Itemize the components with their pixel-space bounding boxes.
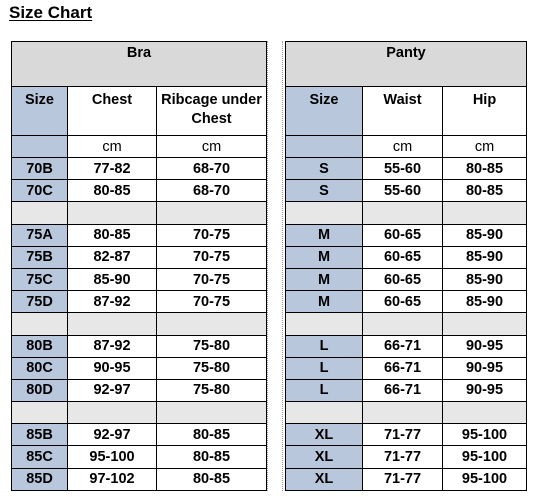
panty-unit-hip: cm [443, 136, 527, 158]
panty-cell-waist: 60-65 [363, 224, 443, 246]
bra-cell-ribcage [157, 402, 267, 424]
panty-header-waist: Waist [363, 87, 443, 136]
bra-unit-row [12, 136, 267, 158]
bra-cell-size [12, 202, 68, 224]
panty-table-row [286, 268, 527, 290]
panty-table [285, 41, 527, 491]
panty-spacer-row [286, 313, 527, 335]
bra-cell-ribcage: 75-80 [157, 357, 267, 379]
panty-cell-waist: 71-77 [363, 468, 443, 490]
bra-cell-size: 85C [12, 446, 68, 468]
bra-cell-ribcage: 70-75 [157, 224, 267, 246]
panty-cell-waist: 71-77 [363, 424, 443, 446]
panty-header-size: Size [286, 87, 363, 136]
bra-table-row [12, 291, 267, 313]
bra-cell-chest: 87-92 [68, 335, 157, 357]
panty-table-row [286, 335, 527, 357]
panty-cell-waist: 60-65 [363, 246, 443, 268]
panty-cell-hip: 80-85 [443, 158, 527, 180]
panty-cell-size: S [286, 158, 363, 180]
panty-cell-waist: 66-71 [363, 335, 443, 357]
panty-table-row [286, 468, 527, 490]
bra-table-row [12, 246, 267, 268]
bra-cell-size [12, 402, 68, 424]
panty-header-hip: Hip [443, 87, 527, 136]
panty-cell-hip: 95-100 [443, 468, 527, 490]
panty-cell-size: L [286, 335, 363, 357]
panty-unit-waist: cm [363, 136, 443, 158]
bra-table-row [12, 446, 267, 468]
panty-cell-waist: 60-65 [363, 291, 443, 313]
panty-cell-hip: 85-90 [443, 246, 527, 268]
bra-cell-ribcage: 80-85 [157, 468, 267, 490]
bra-cell-chest: 90-95 [68, 357, 157, 379]
bra-cell-ribcage: 75-80 [157, 379, 267, 401]
panty-cell-size: L [286, 357, 363, 379]
panty-cell-hip: 90-95 [443, 379, 527, 401]
bra-cell-chest [68, 402, 157, 424]
panty-table-row [286, 357, 527, 379]
bra-cell-chest [68, 313, 157, 335]
bra-cell-size: 85B [12, 424, 68, 446]
panty-cell-hip [443, 313, 527, 335]
panty-cell-waist: 55-60 [363, 158, 443, 180]
panty-table-row [286, 291, 527, 313]
bra-header-ribcage: Ribcage under Chest [157, 87, 267, 136]
bra-cell-ribcage: 80-85 [157, 424, 267, 446]
panty-cell-size [286, 202, 363, 224]
bra-cell-size [12, 313, 68, 335]
bra-cell-chest: 85-90 [68, 268, 157, 290]
panty-cell-waist: 71-77 [363, 446, 443, 468]
bra-cell-chest: 92-97 [68, 379, 157, 401]
panty-cell-size [286, 313, 363, 335]
panty-table-row [286, 224, 527, 246]
bra-table-row [12, 158, 267, 180]
bra-cell-size: 80C [12, 357, 68, 379]
bra-spacer-row [12, 402, 267, 424]
bra-cell-chest: 87-92 [68, 291, 157, 313]
panty-title: Panty [286, 42, 527, 87]
panty-cell-size [286, 402, 363, 424]
panty-table-row [286, 424, 527, 446]
panty-cell-size: XL [286, 446, 363, 468]
bra-unit-chest: cm [68, 136, 157, 158]
panty-cell-size: XL [286, 468, 363, 490]
bra-cell-size: 85D [12, 468, 68, 490]
bra-cell-size: 70C [12, 180, 68, 202]
bra-cell-ribcage: 68-70 [157, 158, 267, 180]
bra-cell-ribcage: 70-75 [157, 246, 267, 268]
bra-cell-ribcage: 80-85 [157, 446, 267, 468]
panty-cell-hip: 95-100 [443, 446, 527, 468]
bra-spacer-row [12, 202, 267, 224]
panty-cell-size: S [286, 180, 363, 202]
bra-cell-size: 75C [12, 268, 68, 290]
panty-table-row [286, 180, 527, 202]
panty-cell-hip: 95-100 [443, 424, 527, 446]
panty-cell-waist [363, 313, 443, 335]
panty-cell-size: M [286, 268, 363, 290]
panty-cell-waist: 55-60 [363, 180, 443, 202]
panty-header-row [286, 87, 527, 136]
panty-cell-size: XL [286, 424, 363, 446]
bra-table-row [12, 357, 267, 379]
bra-table-row [12, 335, 267, 357]
panty-table-row [286, 158, 527, 180]
bra-cell-chest: 77-82 [68, 158, 157, 180]
bra-cell-ribcage: 68-70 [157, 180, 267, 202]
bra-table-row [12, 379, 267, 401]
panty-cell-waist: 66-71 [363, 357, 443, 379]
panty-cell-size: L [286, 379, 363, 401]
bra-table-row [12, 424, 267, 446]
panty-cell-waist: 66-71 [363, 379, 443, 401]
bra-unit-size [12, 136, 68, 158]
bra-cell-ribcage: 75-80 [157, 335, 267, 357]
bra-header-size: Size [12, 87, 68, 136]
bra-table-row [12, 224, 267, 246]
panty-cell-hip [443, 202, 527, 224]
panty-cell-hip: 85-90 [443, 291, 527, 313]
bra-cell-ribcage [157, 313, 267, 335]
bra-cell-chest: 97-102 [68, 468, 157, 490]
panty-table-row [286, 246, 527, 268]
bra-cell-size: 80B [12, 335, 68, 357]
panty-cell-hip: 80-85 [443, 180, 527, 202]
panty-spacer-row [286, 202, 527, 224]
bra-cell-size: 75D [12, 291, 68, 313]
panty-table-row [286, 379, 527, 401]
bra-table [11, 41, 267, 491]
panty-cell-hip: 90-95 [443, 357, 527, 379]
bra-cell-ribcage [157, 202, 267, 224]
bra-cell-chest: 95-100 [68, 446, 157, 468]
bra-cell-ribcage: 70-75 [157, 291, 267, 313]
panty-unit-size [286, 136, 363, 158]
bra-cell-chest: 82-87 [68, 246, 157, 268]
bra-cell-size: 75A [12, 224, 68, 246]
panty-cell-hip: 90-95 [443, 335, 527, 357]
panty-cell-size: M [286, 246, 363, 268]
panty-spacer-row [286, 402, 527, 424]
bra-cell-size: 70B [12, 158, 68, 180]
panty-cell-size: M [286, 291, 363, 313]
panty-cell-waist [363, 402, 443, 424]
bra-title: Bra [12, 42, 267, 87]
page-title: Size Chart [9, 3, 93, 22]
bra-cell-ribcage: 70-75 [157, 268, 267, 290]
table-separator [265, 41, 285, 491]
panty-unit-row [286, 136, 527, 158]
bra-cell-chest: 80-85 [68, 180, 157, 202]
bra-cell-size: 80D [12, 379, 68, 401]
panty-table-row [286, 446, 527, 468]
panty-cell-waist: 60-65 [363, 268, 443, 290]
bra-spacer-row [12, 313, 267, 335]
bra-header-chest: Chest [68, 87, 157, 136]
bra-header-row [12, 87, 267, 136]
bra-title-row [12, 42, 267, 87]
bra-table-row [12, 180, 267, 202]
bra-cell-size: 75B [12, 246, 68, 268]
panty-title-row [286, 42, 527, 87]
bra-cell-chest [68, 202, 157, 224]
panty-cell-hip: 85-90 [443, 224, 527, 246]
panty-cell-hip: 85-90 [443, 268, 527, 290]
panty-cell-hip [443, 402, 527, 424]
bra-unit-ribcage: cm [157, 136, 267, 158]
panty-cell-size: M [286, 224, 363, 246]
bra-cell-chest: 92-97 [68, 424, 157, 446]
panty-cell-waist [363, 202, 443, 224]
bra-cell-chest: 80-85 [68, 224, 157, 246]
bra-table-row [12, 268, 267, 290]
bra-table-row [12, 468, 267, 490]
